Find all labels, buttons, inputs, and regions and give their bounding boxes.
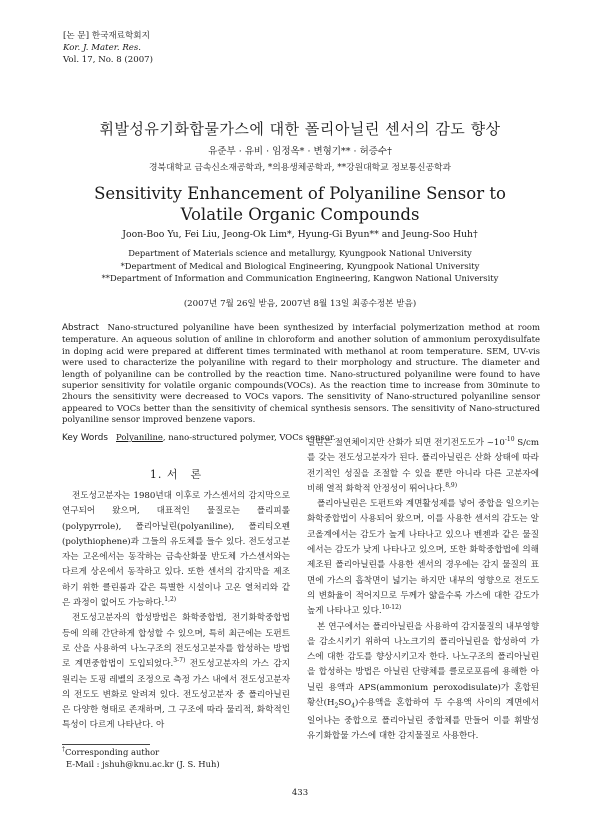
affiliation-korean: 경북대학교 금속신소재공학과, *의용생체공학과, **강원대학교 정보통신공학과 (149, 163, 451, 173)
subscript: 4 (351, 702, 356, 710)
keywords-label: Key Words (62, 433, 108, 443)
paragraph (62, 489, 290, 611)
paragraph (307, 497, 539, 619)
paragraph-text: 전도성고분자의 가스 감지 원리는 도핑 레벨의 조정으로 측정 가스 내에서 전도성고분자의 전도도 변화로 알려져 있다. 전도성고분자 중 폴리아닐린은 다양한 형태로 존재하며, 그 구조에 따라 물리적, 화학적인 특성이 다르게 나타난다. 아 (62, 659, 290, 731)
footnote-email: E-Mail : jshuh@knu.ac.kr (J. S. Huh) (66, 758, 220, 769)
citation: 10-12) (381, 604, 402, 612)
title-english-line1: Sensitivity Enhancement of Polyaniline Sensor to (94, 184, 506, 203)
keywords-rest: , nano-structured polymer, VOCs sensor. (162, 432, 336, 442)
footnote (62, 747, 220, 770)
paragraph-text: S/cm를 갖는 전도성고분자가 된다. 폴리아닐린은 산화 상태에 따라 전기적인 성질을 조절할 수 있을 뿐만 아니라 다른 고분자에 비해 열적 화학적 안정성이 뛰어나다. (307, 438, 539, 494)
title-korean: 휘발성유기화합물가스에 대한 폴리아닐린 센서의 감도 향상 (99, 120, 501, 138)
journal-volume: Vol. 17, No. 8 (2007) (63, 55, 153, 65)
paragraph-text: 닐린은 절연체이지만 산화가 되면 전기전도도가 ~10 (307, 438, 505, 448)
journal-header (63, 30, 153, 66)
section-heading-introduction: 1. 서 론 (149, 468, 203, 481)
title-english (0, 183, 600, 225)
page-number: 433 (291, 788, 309, 798)
authors-english: Joon-Boo Yu, Fei Liu, Jeong-Ok Lim*, Hyung-Gi Byun** and Jeung-Soo Huh† (122, 229, 478, 240)
citation: 8,9) (445, 482, 458, 490)
journal-abbrev: Kor. J. Mater. Res. (63, 43, 142, 53)
received-dates: (2007년 7월 26일 받음, 2007년 8월 13일 최종수정본 받음) (183, 299, 417, 309)
superscript: -10 (504, 436, 515, 444)
paragraph-text: SO (338, 698, 352, 709)
body-right-column (307, 436, 539, 745)
title-english-line2: Volatile Organic Compounds (180, 205, 420, 224)
affiliation-english-1: Department of Materials science and metallurgy, Kyungpook National University (128, 248, 472, 258)
affiliation-english-3: **Department of Information and Communication Engineering, Kangwon National University (101, 273, 499, 283)
footnote-text: Corresponding author (65, 747, 160, 757)
body-left-column (62, 489, 290, 734)
abstract (62, 322, 540, 426)
authors-korean: 유준부 · 유비 · 임정옥* · 변형기** · 허증수† (208, 146, 392, 157)
paragraph (62, 611, 290, 733)
paragraph (307, 620, 539, 745)
footnote-corresponding (62, 747, 220, 759)
paragraph-text: 폴리아닐린은 도펀트와 계면활성제를 넣어 중합을 일으키는 화학중합법이 사용되어 왔으며, 이를 사용한 센서의 감도는 알코올계에서는 감도가 높게 나타나고 있으나 벤젠과 같은 물질에서는 감도가 낮게 나타나고 있으며, 또한 화학중합법에 의해 제조된 폴리아닐린를 사용한 센서의 경우에는 감지 물질의 표면에 가스의 흡착면이 넓기는 하지만 내부의 영향으로 전도도의 변화율이 적어지므로 두께가 얇을수록 가스에 대한 감도가 높게 나타나고 있다. (307, 499, 539, 617)
keyword-first: Polyaniline (116, 432, 163, 442)
citation: 3-7) (173, 657, 186, 665)
affiliation-english (0, 247, 600, 285)
paragraph (307, 436, 539, 497)
citation: 1,2) (164, 596, 177, 604)
abstract-text: Nano-structured polyaniline have been synthesized by interfacial polymerization method at room temperature. An aqueous solution of aniline in chloroform and another solution of ammonium peroxydisulfate in doping acid were prepared at different times terminated with methanol at room temperature. SEM, UV-vis were used to characterize the polyaniline with regard to their morphology and structure. The diameter and length of polyaniline can be controlled by the reaction time. Nano-structured polyaniline were found to have superior sensitivity for volatile organic compounds(VOCs). As the reaction time to increase from 30minute to 2hours the sensitivity were decreased to VOCs vapors. The sensitivity of Nano-structured polyaniline sensor appeared to VOCs better than the sensitivity of chemical synthesis sensors. The sensitivity of Nano-structured polyaniline sensor improved benzene vapors. (62, 322, 540, 425)
journal-name: [논 문] 한국재료학회지 (63, 31, 150, 41)
paragraph-text: 본 연구에서는 폴리아닐린을 사용하여 감지물질의 내부영향을 감소시키기 위하여 나노크기의 폴리아닐린을 합성하여 가스에 대한 감도를 향상시키고자 한다. 나노구조의 폴리아닐린을 합성하는 방법은 아닐린 단량체를 클로로포름에 용해한 아닐린 용액과 APS(ammonium peroxodisulate)가 혼합된 황산(H (307, 621, 539, 709)
paragraph-text: )수용액을 혼합하여 두 수용액 사이의 계면에서 일어나는 중합으로 폴리아닐린 중합체를 만들어 이를 휘발성유기화합물 가스에 대한 감지물질로 사용한다. (307, 698, 539, 742)
paragraph-text: 전도성고분자는 1980년대 이후로 가스센서의 감지막으로 연구되어 왔으며, 대표적인 물질로는 폴리피롤(polypyrrole), 폴리아닐린(polyaniline), 폴리티오펜(polythiophene)과 그들의 유도체를 들수 있다. 전도성고분자는 고온에서는 동작하는 금속산화물 반도체 가스센서와는 다르게 상온에서 동작하고 있다. 또한 센서의 감지막을 제조하기 위한 클린룸과 같은 특별한 시설이나 고온 열처리와 같은 과정이 없어도 가능하다. (62, 491, 290, 609)
dagger-mark: † (62, 746, 65, 754)
abstract-label: Abstract (62, 323, 99, 333)
affiliation-english-2: *Department of Medical and Biological Engineering, Kyungpook National University (120, 260, 480, 271)
paragraph-text: 전도성고분자의 합성방법은 화학중합법, 전기화학중합법 등에 의해 간단하게 합성할 수 있으며, 특히 최근에는 도펀트로 산을 사용하여 나노구조의 전도성고분자를 합성하는 방법로 계면중합법이 도입되었다. (62, 613, 290, 670)
subscript: 2 (334, 702, 339, 710)
footnote-rule (62, 744, 150, 745)
